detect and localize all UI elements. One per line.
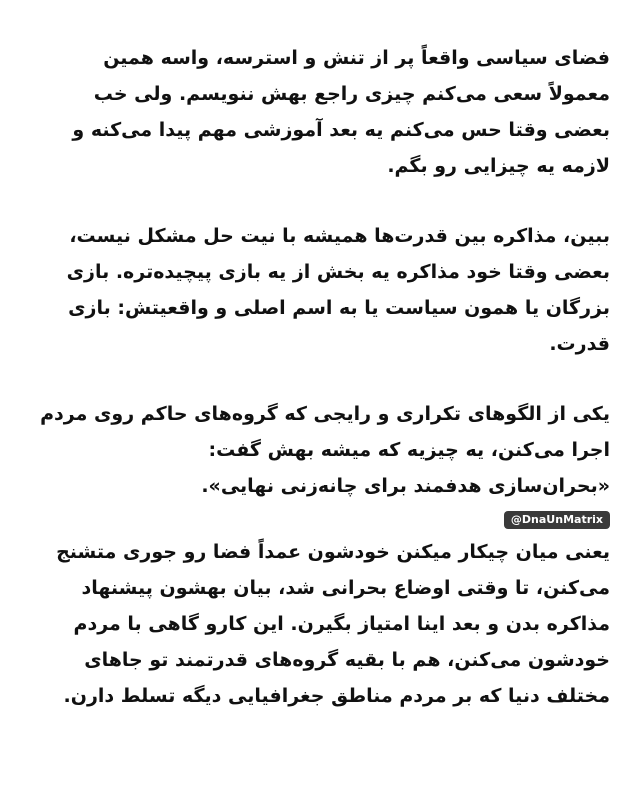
- text-line: مذاکره بدن و بعد اینا امتیاز بگیرن. این کارو گاهی با مردم: [73, 613, 610, 635]
- paragraph-spacer: [30, 184, 610, 218]
- text-line: بعضی وقتا حس می‌کنم یه بعد آموزشی مهم پیدا می‌کنه و: [72, 119, 610, 141]
- post-body: [30, 40, 610, 714]
- text-line: خودشون می‌کنن، هم با بقیه گروه‌های قدرتمند تو جاهای: [84, 649, 610, 671]
- text-line: یعنی میان چیکار میکنن خودشون عمداً فضا رو جوری متشنج: [56, 541, 610, 563]
- paragraph-3: [30, 396, 610, 504]
- watermark-badge: @DnaUnMatrix: [504, 511, 610, 529]
- text-line: معمولاً سعی می‌کنم چیزی راجع بهش ننویسم. ولی خب: [93, 83, 610, 105]
- paragraph-2: [30, 218, 610, 362]
- text-line: بعضی وقتا خود مذاکره یه بخش از یه بازی پیچیده‌تره. بازی: [66, 261, 610, 283]
- text-line: اجرا می‌کنن، یه چیزیه که میشه بهش گفت:: [208, 439, 610, 461]
- paragraph-spacer: [30, 362, 610, 396]
- text-line: فضای سیاسی واقعاً پر از تنش و استرسه، واسه همین: [103, 47, 610, 69]
- text-line: ببین، مذاکره بین قدرت‌ها همیشه با نیت حل مشکل نیست،: [69, 225, 610, 247]
- paragraph-1: [30, 40, 610, 184]
- text-line: می‌کنن، تا وقتی اوضاع بحرانی شد، بیان بهشون پیشنهاد: [81, 577, 610, 599]
- paragraph-4: [30, 534, 610, 714]
- text-line: یکی از الگوهای تکراری و رایجی که گروه‌های حاکم روی مردم: [40, 403, 610, 425]
- text-line: بزرگان یا همون سیاست یا به اسم اصلی و واقعیتش: بازی: [68, 297, 610, 319]
- text-line: مختلف دنیا که بر مردم مناطق جغرافیایی دیگه تسلط دارن.: [63, 685, 610, 707]
- text-line: لازمه یه چیزایی رو بگم.: [387, 155, 610, 177]
- text-line: قدرت.: [549, 333, 610, 355]
- watermark-row: [30, 508, 610, 530]
- text-line: «بحران‌سازی هدفمند برای چانه‌زنی نهایی».: [201, 475, 610, 497]
